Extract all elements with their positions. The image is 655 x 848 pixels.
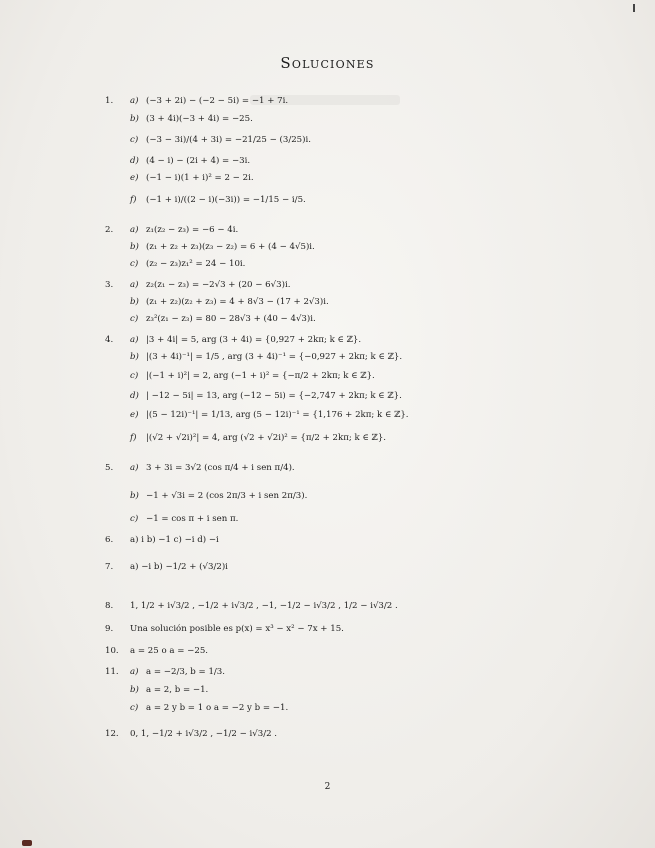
item-label: d) (130, 156, 139, 166)
solution-text: z₂(z₁ − z₃) = −2√3 + (20 − 6√3)i. (146, 280, 291, 290)
exercise-number: 8. (105, 601, 114, 611)
solution-text: a) −i b) −1/2 + (√3/2)i (130, 562, 228, 572)
exercise-number: 1. (105, 96, 114, 106)
exercise-number: 7. (105, 562, 114, 572)
exercise-number: 2. (105, 225, 114, 235)
item-label: c) (130, 514, 139, 524)
item-label: c) (130, 314, 139, 324)
item-label: a) (130, 225, 139, 235)
solution-text: a = 25 o a = −25. (130, 646, 209, 656)
exercise-number: 10. (105, 646, 119, 656)
solution-text: |(5 − 12i)⁻¹| = 1/13, arg (5 − 12i)⁻¹ = {1,176 + 2kπ; k ∈ ℤ}. (146, 410, 409, 420)
solution-text: 3 + 3i = 3√2 (cos π/4 + i sen π/4). (146, 463, 295, 473)
solution-text: |(−1 + i)²| = 2, arg (−1 + i)² = {−π/2 + 2kπ; k ∈ ℤ}. (146, 371, 375, 381)
item-label: f) (130, 195, 137, 205)
solution-text: a = −2/3, b = 1/3. (146, 667, 226, 677)
item-label: b) (130, 352, 139, 362)
solution-text: −1 = cos π + i sen π. (146, 514, 239, 524)
item-label: c) (130, 703, 139, 713)
solution-text: a = 2, b = −1. (146, 685, 209, 695)
item-label: b) (130, 491, 139, 501)
item-label: b) (130, 685, 139, 695)
corner-blot (22, 840, 32, 846)
exercise-number: 11. (105, 667, 119, 677)
item-label: c) (130, 259, 139, 269)
solution-text: |(√2 + √2i)²| = 4, arg (√2 + √2i)² = {π/2 + 2kπ; k ∈ ℤ}. (146, 433, 387, 443)
item-label: b) (130, 242, 139, 252)
solution-text: 1, 1/2 + i√3/2 , −1/2 + i√3/2 , −1, −1/2 − i√3/2 , 1/2 − i√3/2 . (130, 601, 398, 611)
solution-text: (−3 − 3i)/(4 + 3i) = −21/25 − (3/25)i. (146, 135, 311, 145)
solution-text: (3 + 4i)(−3 + 4i) = −25. (146, 114, 253, 124)
exercise-number: 12. (105, 729, 119, 739)
item-label: a) (130, 463, 139, 473)
item-label: d) (130, 391, 139, 401)
solution-text: (−3 + 2i) − (−2 − 5i) = −1 + 7i. (146, 96, 289, 106)
exercise-number: 6. (105, 535, 114, 545)
item-label: c) (130, 135, 139, 145)
solution-text: (z₁ + z₂ + z₃)(z₃ − z₂) = 6 + (4 − 4√5)i. (146, 242, 315, 252)
item-label: a) (130, 335, 139, 345)
item-label: e) (130, 410, 139, 420)
solution-text: 0, 1, −1/2 + i√3/2 , −1/2 − i√3/2 . (130, 729, 278, 739)
page-number: 2 (324, 782, 331, 792)
solution-text: (z₁ + z₂)(z₂ + z₃) = 4 + 8√3 − (17 + 2√3)i. (146, 297, 329, 307)
solution-text: (z₂ − z₃)z₁² = 24 − 10i. (146, 259, 246, 269)
item-label: f) (130, 433, 137, 443)
page-title: Soluciones (280, 54, 375, 72)
item-label: a) (130, 667, 139, 677)
solution-text: a) i b) −1 c) −i d) −i (130, 535, 219, 545)
exercise-number: 4. (105, 335, 114, 345)
solution-text: z₁(z₂ − z₃) = −6 − 4i. (146, 225, 239, 235)
solution-text: |3 + 4i| = 5, arg (3 + 4i) = {0,927 + 2kπ; k ∈ ℤ}. (146, 335, 362, 345)
item-label: b) (130, 114, 139, 124)
solution-text: Una solución posible es p(x) = x³ − x² − 7x + 15. (130, 624, 344, 634)
solution-text: |(3 + 4i)⁻¹| = 1/5 , arg (3 + 4i)⁻¹ = {−0,927 + 2kπ; k ∈ ℤ}. (146, 352, 403, 362)
item-label: e) (130, 173, 139, 183)
solution-text: a = 2 y b = 1 o a = −2 y b = −1. (146, 703, 289, 713)
exercise-number: 5. (105, 463, 114, 473)
solution-text: (4 − i) − (2i + 4) = −3i. (146, 156, 251, 166)
exercise-number: 3. (105, 280, 114, 290)
solution-text: −1 + √3i = 2 (cos 2π/3 + i sen 2π/3). (146, 491, 308, 501)
item-label: a) (130, 96, 139, 106)
solution-text: z₃²(z₁ − z₃) = 80 − 28√3 + (40 − 4√3)i. (146, 314, 316, 324)
edge-mark (633, 4, 635, 12)
solution-text: (−1 − i)(1 + i)² = 2 − 2i. (146, 173, 254, 183)
item-label: c) (130, 371, 139, 381)
item-label: a) (130, 280, 139, 290)
solution-text: (−1 + i)/((2 − i)(−3i)) = −1/15 − i/5. (146, 195, 306, 205)
exercise-number: 9. (105, 624, 114, 634)
solution-text: | −12 − 5i| = 13, arg (−12 − 5i) = {−2,747 + 2kπ; k ∈ ℤ}. (146, 391, 402, 401)
item-label: b) (130, 297, 139, 307)
